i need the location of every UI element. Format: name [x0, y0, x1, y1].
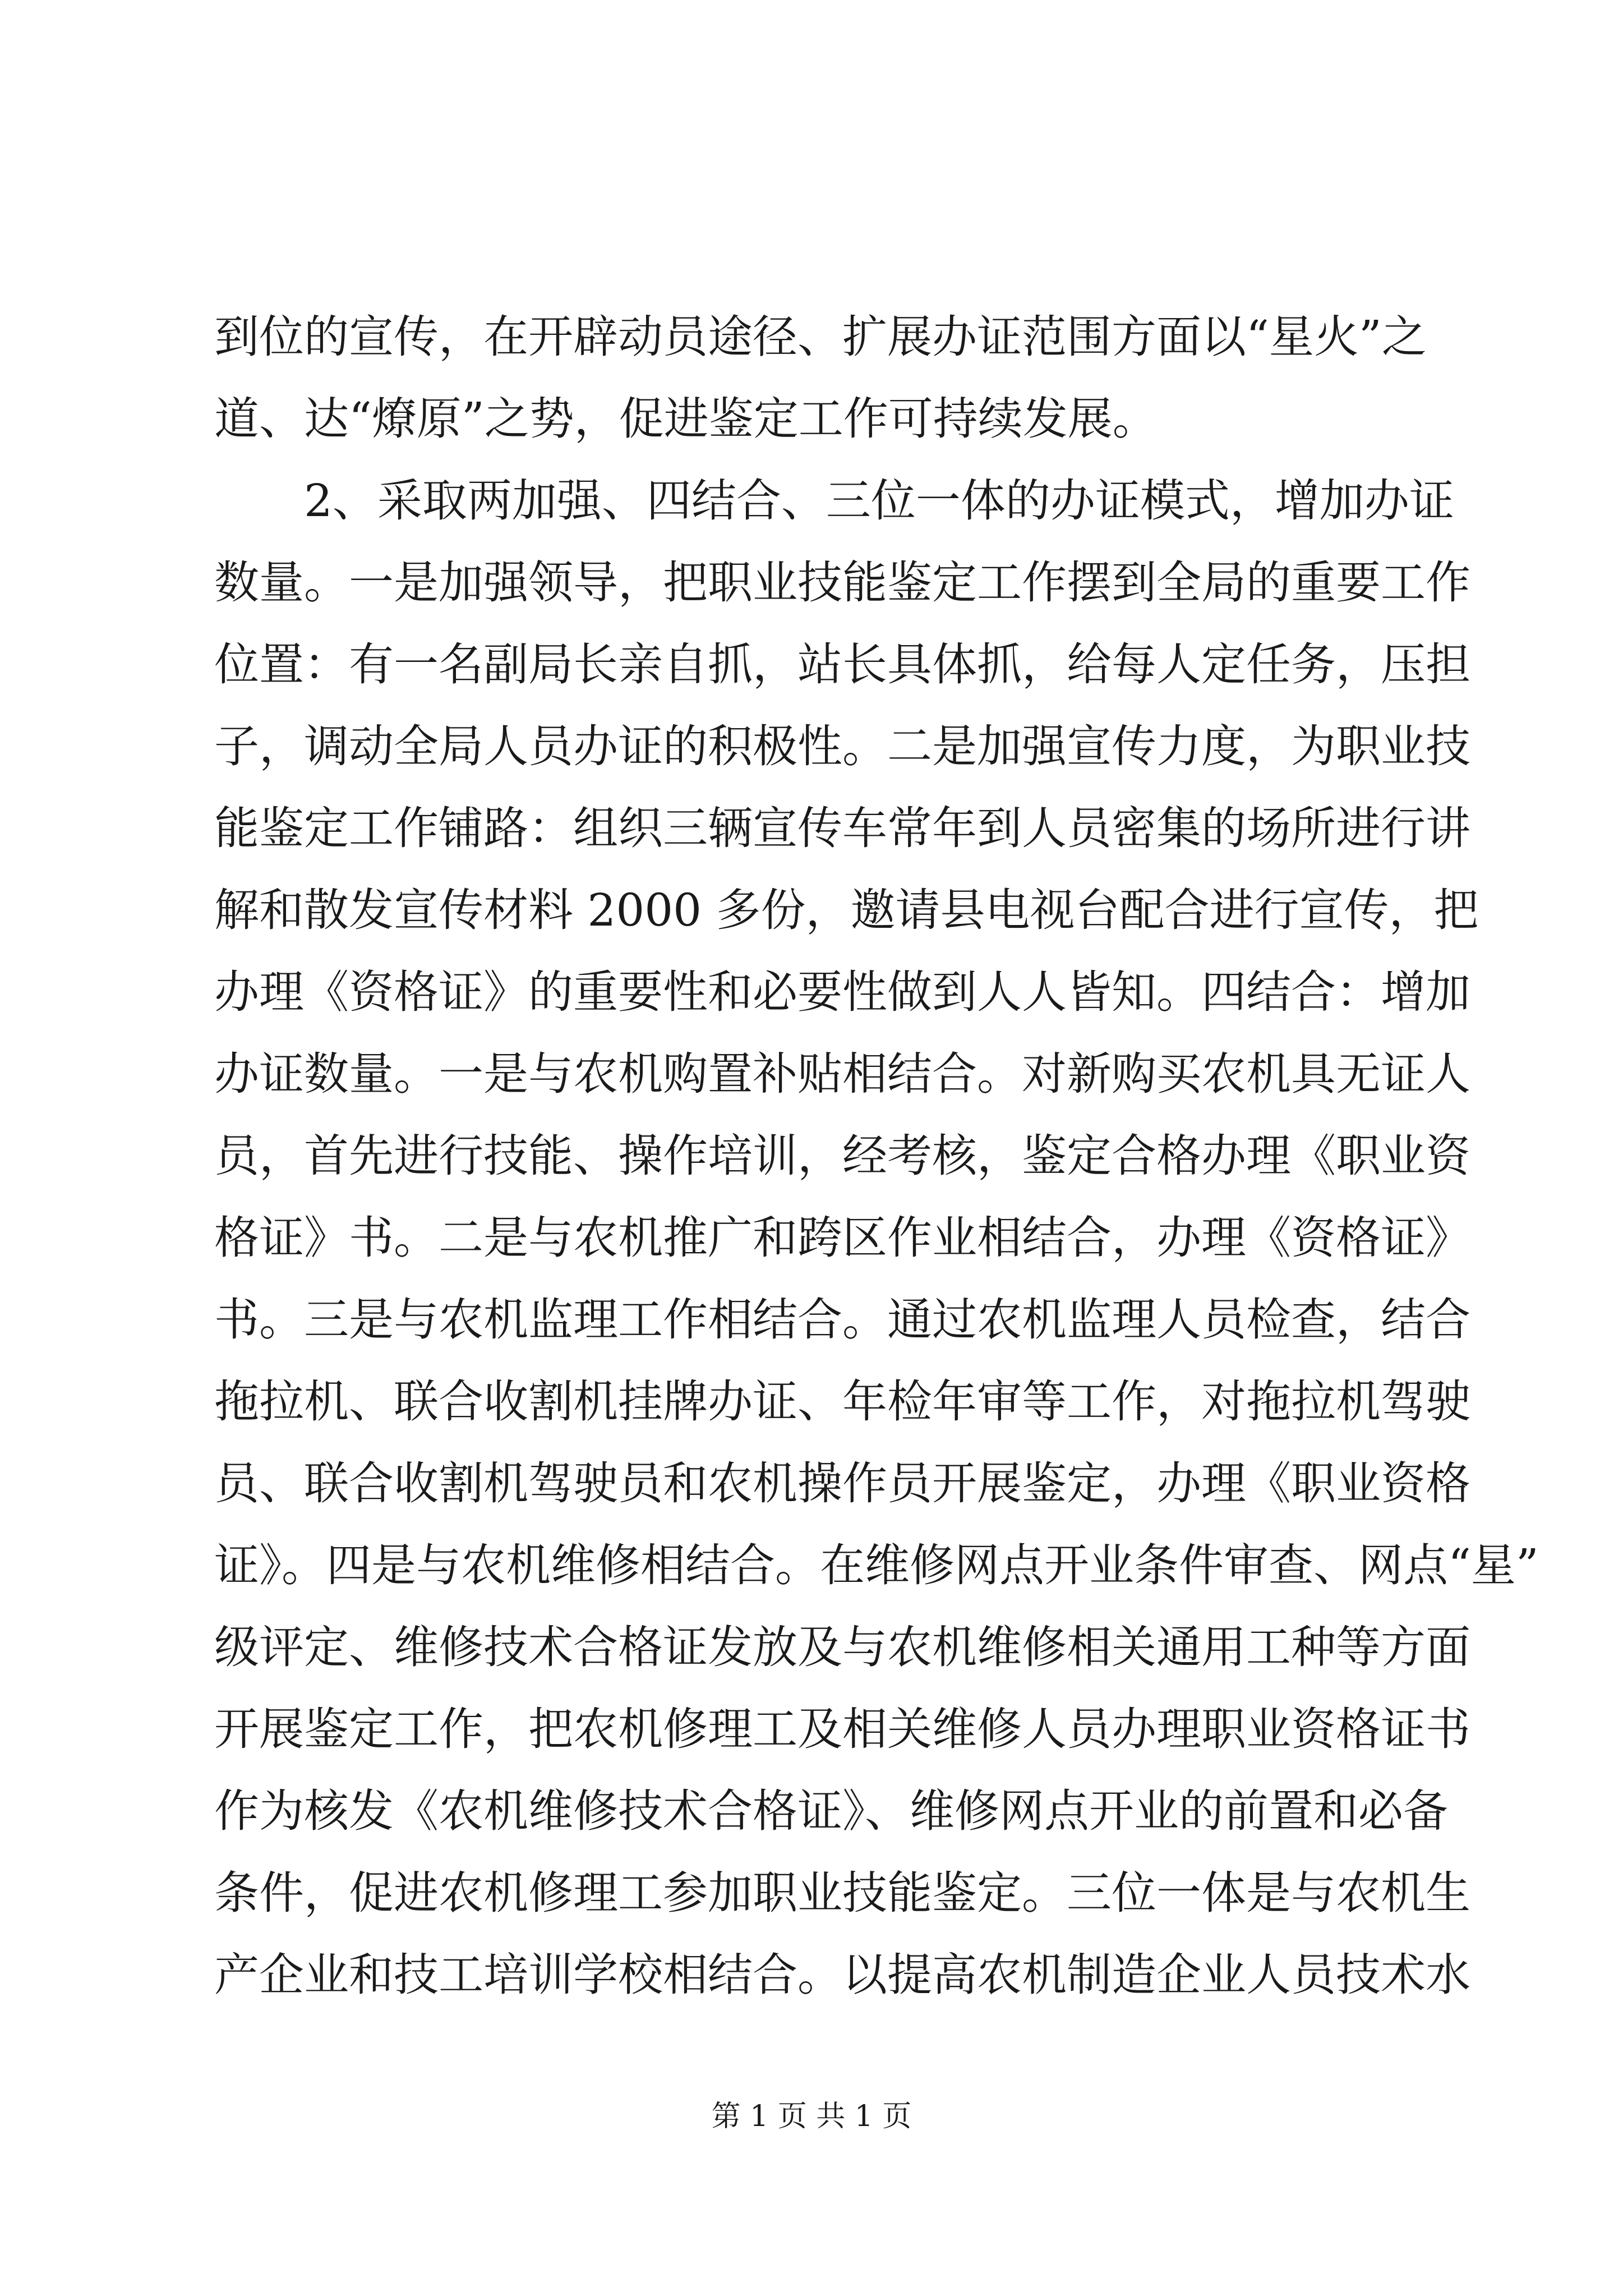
page-number-label: 第 1 页 共 1 页 — [711, 2100, 912, 2133]
page-footer — [0, 2097, 1623, 2136]
text-line: 级评定、维修技术合格证发放及与农机维修相关通用工种等方面 — [214, 1621, 1470, 1673]
text-line: 到位的宣传，在开辟动员途径、扩展办证范围方面以“星火”之 — [214, 311, 1427, 363]
text-line: 员，首先进行技能、操作培训，经考核，鉴定合格办理《职业资 — [214, 1130, 1470, 1182]
text-line: 数量。一是加强领导，把职业技能鉴定工作摆到全局的重要工作 — [214, 556, 1470, 609]
text-line: 作为核发《农机维修技术合格证》、维修网点开业的前置和必备 — [214, 1785, 1448, 1837]
text-line: 拖拉机、联合收割机挂牌办证、年检年审等工作，对拖拉机驾驶 — [214, 1375, 1470, 1428]
text-line: 位置：有一名副局长亲自抓，站长具体抓，给每人定任务，压担 — [214, 638, 1470, 691]
text-line: 子，调动全局人员办证的积极性。二是加强宣传力度，为职业技 — [214, 720, 1470, 772]
body-text — [214, 296, 1539, 2016]
text-line: 2、采取两加强、四结合、三位一体的办证模式，增加办证 — [304, 475, 1454, 527]
text-line: 产企业和技工培训学校相结合。以提高农机制造企业人员技术水 — [214, 1949, 1470, 2001]
text-line: 员、联合收割机驾驶员和农机操作员开展鉴定，办理《职业资格 — [214, 1457, 1470, 1510]
text-line: 条件，促进农机修理工参加职业技能鉴定。三位一体是与农机生 — [214, 1867, 1470, 1919]
text-line: 能鉴定工作铺路：组织三辆宣传车常年到人员密集的场所进行讲 — [214, 802, 1470, 854]
text-line: 解和散发宣传材料 2000 多份，邀请县电视台配合进行宣传，把 — [214, 884, 1479, 936]
text-line: 办理《资格证》的重要性和必要性做到人人皆知。四结合：增加 — [214, 966, 1470, 1018]
text-line: 办证数量。一是与农机购置补贴相结合。对新购买农机具无证人 — [214, 1048, 1470, 1100]
text-line: 证》。四是与农机维修相结合。在维修网点开业条件审查、网点“星” — [214, 1539, 1539, 1591]
text-line: 格证》书。二是与农机推广和跨区作业相结合，办理《资格证》 — [214, 1212, 1470, 1264]
text-line: 书。三是与农机监理工作相结合。通过农机监理人员检查，结合 — [214, 1294, 1470, 1346]
text-line: 开展鉴定工作，把农机修理工及相关维修人员办理职业资格证书 — [214, 1703, 1470, 1755]
text-line: 道、达“燎原”之势，促进鉴定工作可持续发展。 — [214, 393, 1158, 445]
